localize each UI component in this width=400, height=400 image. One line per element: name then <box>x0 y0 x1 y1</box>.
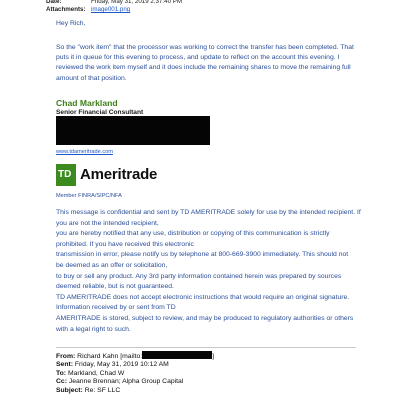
to-row <box>56 370 214 378</box>
redacted-email <box>142 351 215 360</box>
cc-label: Cc: <box>56 378 67 386</box>
redaction-block <box>56 116 210 145</box>
forwarded-header <box>56 351 214 395</box>
website-link[interactable]: www.tdameritrade.com <box>56 149 113 155</box>
disclaimer-line: you are not the intended recipient, <box>56 219 159 227</box>
disclaimer-line: transmission in error, please notify us by telephone at 800-669-3900 immediately. This should not <box>56 251 349 259</box>
sent-row <box>56 361 214 369</box>
disclaimer-line: prohibited. If you have received this electronic <box>56 240 194 248</box>
signature-name: Chad Markland <box>56 98 118 108</box>
to-value: Markland, Chad W <box>67 369 125 377</box>
from-value: Richard Kahn [mailto: <box>77 353 143 360</box>
disclaimer-line: with a legal right to such. <box>56 325 131 333</box>
disclaimer-line: This message is confidential and sent by TD AMERITRADE solely for use by the intended recipient. If <box>56 209 361 216</box>
disclaimer-line: be deemed as an offer or solicitation, <box>56 261 168 269</box>
greeting: Hey Rich, <box>56 20 86 27</box>
disclaimer-line: TD AMERITRADE does not accept electronic instructions that would require an original signature. <box>56 293 350 301</box>
subject-label: Subject: <box>56 386 83 394</box>
disclaimer-line: to buy or sell any product. Any 3rd party information contained herein was prepared by sources <box>56 272 342 280</box>
sent-label: Sent: <box>56 361 73 369</box>
message-paragraph: So the "work item" that the processor was working to correct the transfer has been completed. That puts it in queue for this evening to process, and update to reflect on the account this evening. I reviewed the work item myself and it does include the remaining shares to move the remaining full amount of that position. <box>56 44 354 82</box>
date-label: Date: <box>46 0 62 5</box>
from-close: ] <box>212 353 215 360</box>
logo-wordmark: Ameritrade <box>80 166 158 183</box>
disclaimer-line: deemed reliable, but is not guaranteed. <box>56 283 174 291</box>
email-header <box>46 0 182 14</box>
disclaimer <box>56 208 361 335</box>
cc-row <box>56 378 214 386</box>
disclaimer-line: AMERITRADE is stored, subject to review, and may be produced to regulatory authorities or others <box>56 314 354 322</box>
sent-value: Friday, May 31, 2019 10:12 AM <box>74 361 169 369</box>
date-value: Friday, May 31, 2019 2:37:40 PM <box>91 0 183 5</box>
td-logo-icon <box>56 164 76 186</box>
attachment-link[interactable]: image001.png <box>91 6 131 13</box>
from-label: From: <box>56 353 76 360</box>
attachments-label: Attachments: <box>46 6 86 13</box>
member-line: Member FINRA/SIPC/NFA <box>56 193 122 199</box>
to-label: To: <box>56 369 67 377</box>
subject-value: Re: SF LLC <box>84 386 121 394</box>
divider <box>56 347 356 348</box>
disclaimer-line: you are hereby notified that any use, distribution or copying of this communication is strictly <box>56 230 330 238</box>
logo-mark-text: TD <box>58 169 72 180</box>
from-row <box>56 351 214 361</box>
attachments-row <box>46 6 182 14</box>
signature-title: Senior Financial Consultant <box>56 109 144 116</box>
subject-row <box>56 387 214 395</box>
disclaimer-line: Information received by or sent from TD <box>56 304 176 312</box>
cc-value: Jeanne Brennan; Alpha Group Capital <box>68 378 184 386</box>
